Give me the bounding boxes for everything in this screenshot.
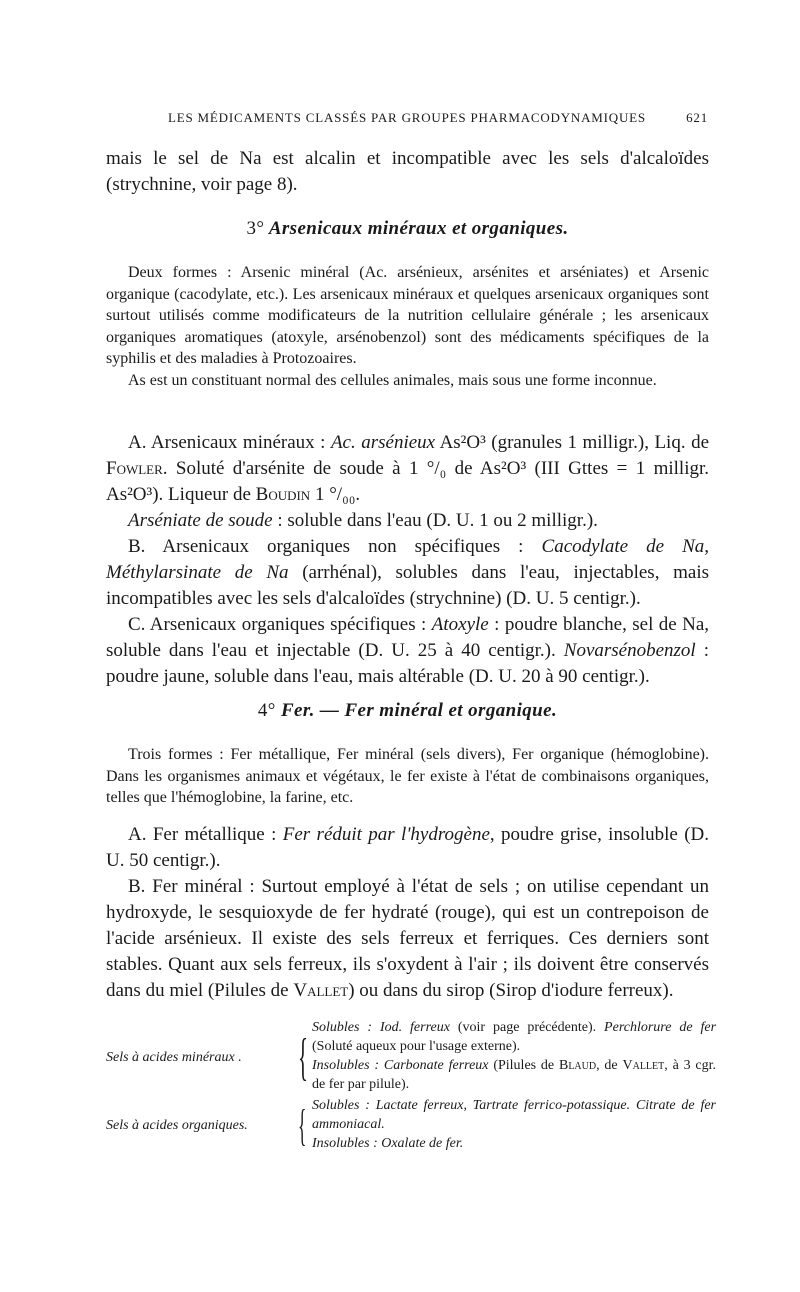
section-4-body <box>106 822 709 1004</box>
mineral-solubles: Solubles : Iod. ferreux (voir page précédente). Perchlorure de fer (Soluté aqueux pour l'usage externe). <box>312 1020 717 1054</box>
section-4-number: 4° <box>257 700 276 721</box>
section-4-title: Fer. — Fer minéral et organique. <box>280 700 558 721</box>
fer-mineral: B. Fer minéral : Surtout employé à l'état de sels ; on utilise cependant un hydroxyde, le sesquioxyde de fer hydraté (rouge), qui est un contrepoison de l'acide arsénieux. Il existe des sels ferreux et ferriques. Ces derniers sont stables. Quant aux sels ferreux, ils s'oxydent à l'air ; ils doivent être conservés dans du miel (Pilules de Vallet) ou dans du sirop (Sirop d'iodure ferreux). <box>106 876 710 1001</box>
mineral-salts-content <box>312 1018 716 1094</box>
section-4-heading <box>106 700 709 722</box>
organic-brace: { <box>298 1101 307 1150</box>
section-3-number: 3° <box>246 218 265 239</box>
fer-metallique: A. Fer métallique : Fer réduit par l'hydrogène, poudre grise, insoluble (D. U. 50 centigr.). <box>106 824 710 871</box>
organic-salts-label: Sels à acides organiques. <box>106 1118 248 1133</box>
section-4-intro-p1: Trois formes : Fer métallique, Fer minéral (sels divers), Fer organique (hémoglobine). Dans les organismes animaux et végétaux, le fer existe à l'état de combinaisons organiques, telles que l'hémoglobine, la farine, etc. <box>106 746 709 806</box>
running-header <box>168 110 708 126</box>
section-3-intro-p1: Deux formes : Arsenic minéral (Ac. arsénieux, arsénites et arséniates) et Arsenic organique (cacodylate, etc.). Les arsenicaux minéraux et quelques arsenicaux organiques sont surtout utilisés comme modificateurs de la nutrition cellulaire générale ; les arsenicaux organiques aromatiques (atoxyle, arsénobenzol) sont des médicaments spécifiques de la syphilis et des maladies à Protozoaires. <box>106 264 709 367</box>
organic-salts-content <box>312 1096 716 1153</box>
section-4-intro <box>106 744 709 809</box>
arsenicaux-mineraux: A. Arsenicaux minéraux : Ac. arsénieux As²O³ (granules 1 milligr.), Liq. de Fowler. Soluté d'arsénite de soude à 1 °/₀ de As²O³ (III Gttes = 1 milligr. As²O³). Liqueur de Boudin 1 °/₀₀. <box>106 432 710 505</box>
mineral-salts-label: Sels à acides minéraux . <box>106 1050 242 1065</box>
section-3-intro-p2: As est un constituant normal des cellules animales, mais sous une forme inconnue. <box>128 371 657 389</box>
mineral-insolubles: Insolubles : Carbonate ferreux (Pilules de Blaud, de Vallet, à 3 cgr. de fer par pilule). <box>312 1058 717 1092</box>
arsenicaux-organiques-specifiques: C. Arsenicaux organiques spécifiques : Atoxyle : poudre blanche, sel de Na, soluble dans l'eau et injectable (D. U. 25 à 40 centigr.). Novarsénobenzol : poudre jaune, soluble dans l'eau, mais altérable (D. U. 20 à 90 centigr.). <box>106 614 710 687</box>
arseniate-de-soude: Arséniate de soude : soluble dans l'eau (D. U. 1 ou 2 milligr.). <box>128 510 598 531</box>
iron-salts-table <box>106 1018 726 1158</box>
organic-insolubles: Insolubles : Oxalate de fer. <box>312 1136 464 1151</box>
intro-paragraph: mais le sel de Na est alcalin et incompatible avec les sels d'alcaloïdes (strychnine, voir page 8). <box>106 148 709 195</box>
section-3-body <box>106 430 709 690</box>
section-3-intro <box>106 262 709 391</box>
arsenicaux-organiques-non-specifiques: B. Arsenicaux organiques non spécifiques : Cacodylate de Na, Méthylarsinate de Na (arrhénal), solubles dans l'eau, injectables, mais incompatibles avec les sels d'alcaloïdes (strychnine) (D. U. 5 centigr.). <box>106 536 710 609</box>
organic-solubles: Solubles : Lactate ferreux, Tartrate ferrico-potassique. Citrate de fer ammoniacal. <box>312 1098 716 1132</box>
section-3-heading <box>106 218 709 240</box>
mineral-brace: { <box>298 1029 308 1086</box>
section-3-title: Arsenicaux minéraux et organiques. <box>268 218 569 239</box>
page-number: 621 <box>686 110 708 125</box>
running-title: LES MÉDICAMENTS CLASSÉS PAR GROUPES PHARMACODYNAMIQUES <box>168 110 646 125</box>
